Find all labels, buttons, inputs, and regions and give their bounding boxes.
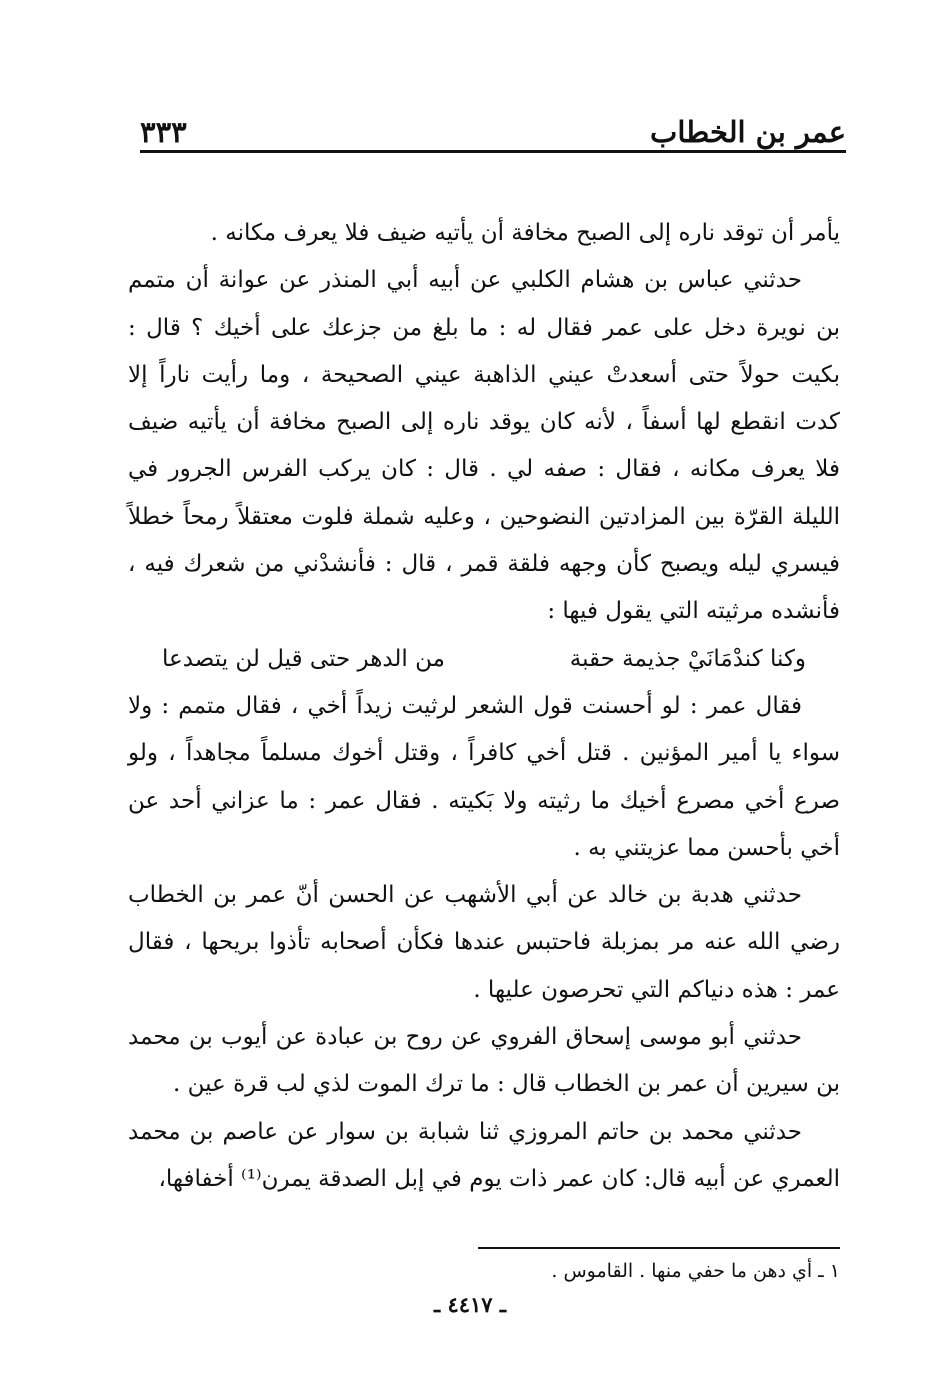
footnote-rule: [478, 1247, 840, 1249]
main-text: [128, 210, 840, 1203]
paragraph: فقال عمر : لو أحسنت قول الشعر لرثيت زيداً أخي ، فقال متمم : ولا سواء يا أمير المؤنين . قتل أخي كافراً ، وقتل أخوك مسلماً مجاهداً ، ولو صرع أخي مصرع أخيك ما رثيته ولا بَكيته . فقال عمر : ما عزاني أحد عن أخي بأحسن مما عزيتني به .: [128, 692, 840, 861]
paragraph: حدثني عباس بن هشام الكلبي عن أبيه أبي المنذر عن عوانة أن متمم بن نويرة دخل على عمر فقال له : ما بلغ من جزعك على أخيك ؟ قال : بكيت حولاً حتى أسعدتْ عيني الذاهبة عيني الصحيحة ، وما رأيت ناراً إلا كدت انقطع لها أسفاً ، لأنه كان يوقد ناره إلى الصبح مخافة أن يأتيه ضيف فلا يعرف مكانه ، فقال : صفه لي . قال : كان يركب الفرس الجرور في الليلة القرّة بين المزادتين النضوحين ، وعليه شملة فلوت معتقلاً رمحاً خطلاً فيسري ليله ويصبح كأن وجهه فلقة قمر ، قال : فأنشدْني من شعرك فيه ، فأنشده مرثيته التي يقول فيها :: [128, 267, 840, 625]
verse-second-hemistich: من الدهر حتى قيل لن يتصدعا: [162, 645, 445, 672]
paragraph: يأمر أن توقد ناره إلى الصبح مخافة أن يأتيه ضيف فلا يعرف مكانه .: [210, 220, 840, 246]
folio-number: ـ ٤٤١٧ ـ: [433, 1292, 507, 1317]
paragraph: حدثني محمد بن حاتم المروزي ثنا شبابة بن سوار عن عاصم بن محمد العمري عن أبيه قال: كان عمر ذات يوم في إبل الصدقة يمرن⁽¹⁾ أخفافها،: [128, 1118, 840, 1192]
page-header: [140, 110, 846, 154]
paragraph: حدثني أبو موسى إسحاق الفروي عن روح بن عبادة عن أيوب بن محمد بن سيرين أن عمر بن الخطاب قال : ما ترك الموت لذي لب قرة عين .: [128, 1024, 840, 1098]
header-rule: [140, 150, 846, 153]
verse-first-hemistich: وكنا كندْمَانَيْ جذيمة حقبة: [569, 645, 806, 672]
poetry-verse: [162, 636, 840, 683]
footnote: ١ ـ أي دهن ما حفي منها . القاموس .: [551, 1260, 840, 1282]
paragraph: حدثني هدبة بن خالد عن أبي الأشهب عن الحسن أنّ عمر بن الخطاب رضي الله عنه مر بمزبلة فاحتبس عندها فكأن أصحابه تأذوا بريحها ، فقال عمر : هذه دنياكم التي تحرصون عليها .: [128, 882, 840, 1003]
running-title: عمر بن الخطاب: [650, 115, 846, 149]
page-number: ٣٣٣: [140, 115, 187, 149]
